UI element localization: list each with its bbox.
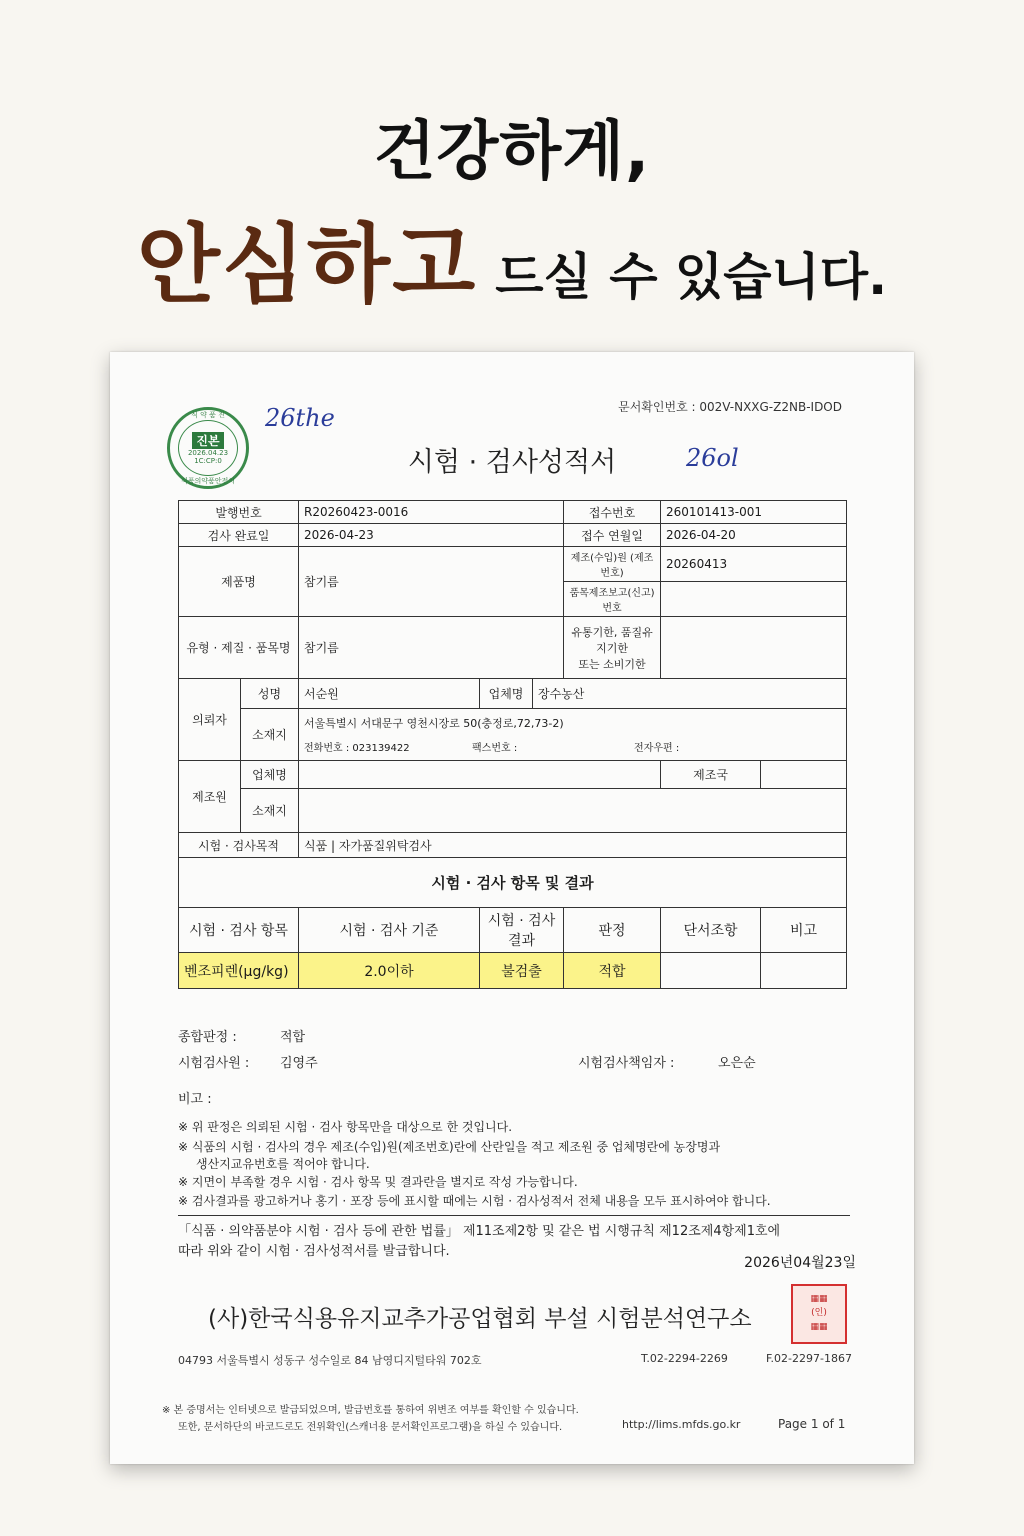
product-name: 참기름 [299,547,564,617]
expiry-label-line1: 유통기한, 품질유지기한 [571,625,653,655]
results-header-item: 시험 · 검사 항목 [179,908,299,953]
note-3: ※ 지면이 부족할 경우 시험 · 검사 항목 및 결과란을 별지로 작성 가능합니다. [178,1175,578,1189]
document-title: 시험 · 검사성적서 [407,447,617,478]
headline-emphasis: 안심하고 [136,215,478,315]
result-proviso [661,953,761,989]
note-2: ※ 식품의 시험 · 검사의 경우 제조(수입)원(제조번호)란에 산란일을 적고 제조원 중 업체명란에 농장명과 [178,1140,721,1154]
issue-no: R20260423-0016 [299,501,564,524]
expiry-label-line2: 또는 소비기한 [578,657,646,671]
inspector-row [178,1052,778,1071]
results-header-remarks: 비고 [761,908,847,953]
results-header-result: 시험 · 검사 결과 [480,908,564,953]
results-header-standard: 시험 · 검사 기준 [299,908,480,953]
name-label: 성명 [241,679,299,709]
results-section-title: 시험 · 검사 항목 및 결과 [179,858,847,908]
verdict-row [178,1026,305,1045]
country-label: 제조국 [661,761,761,789]
certificate-document [110,352,914,1464]
verdict-label: 종합판정 : [178,1030,237,1045]
stamp-badge: 진본 [192,432,223,449]
note-2-cont: 생산지교유번호를 적어야 합니다. [196,1157,370,1171]
stamp-code: 1C:CP:0 [194,456,222,465]
client-label: 의뢰자 [179,679,241,761]
receipt-no-label: 접수번호 [564,501,661,524]
maker-label: 제조원 [179,761,241,833]
footer-note-2: 또한, 문서하단의 바코드로도 전위확인(스캐너용 문서확인프로그램)을 하실 수 있습니다. [178,1422,563,1433]
inspector-name: 김영주 [280,1056,318,1071]
handwriting-note-2: 26ol [686,444,739,472]
official-seal-icon: ▦▦ (인) ▦▦ [791,1284,847,1344]
issuing-organization: (사)한국식용유지교추가공업협회 부설 시험분석연구소 [208,1306,752,1332]
footer-url[interactable]: http://lims.mfds.go.kr [622,1418,741,1431]
manager-label: 시험검사책임자 : [578,1056,675,1071]
receipt-date: 2026-04-20 [661,524,847,547]
type-value: 참기름 [299,617,564,679]
complete-date: 2026-04-23 [299,524,564,547]
divider [178,1215,850,1216]
client-address-cell [299,709,847,761]
result-verdict: 적합 [564,953,661,989]
receipt-no: 260101413-001 [661,501,847,524]
expiry-value [661,617,847,679]
receipt-date-label: 접수 연월일 [564,524,661,547]
org-fax: F.02-2297-1867 [766,1352,852,1365]
headline-rest: 드실 수 있습니다. [495,248,888,306]
certificate-table [178,500,847,989]
verdict-value: 적합 [280,1030,306,1045]
client-address: 서울특별시 서대문구 영천시장로 50(충정로,72,73-2) [304,717,564,730]
result-item: 벤조피렌(μg/kg) [179,953,299,989]
report-no-label: 품목제조보고(신고)번호 [564,582,661,617]
results-header-proviso: 단서조항 [661,908,761,953]
mfg-no: 20260413 [661,547,847,582]
client-name: 서순원 [299,679,480,709]
issue-no-label: 발행번호 [179,501,299,524]
results-header-verdict: 판정 [564,908,661,953]
inspector-label: 시험검사원 : [178,1056,250,1071]
headline-line2 [0,195,1024,319]
legal-statement-line2: 따라 위와 같이 시험 · 검사성적서를 발급합니다. [178,1244,450,1259]
headline-line1: 건강하게, [373,115,651,189]
stamp-bottom-text: 식품의약품안전처 [180,477,236,485]
mfg-no-label: 제조(수입)원 (제조번호) [564,547,661,582]
product-label: 제품명 [179,547,299,617]
remarks-label: 비고 : [178,1092,212,1107]
result-standard: 2.0이하 [299,953,480,989]
legal-statement-line1: 「식품 · 의약품분야 시험 · 검사 등에 관한 법률」 제11조제2항 및 같은 법 시행규칙 제12조제4항제1호에 [178,1224,781,1239]
note-1: ※ 위 판정은 의뢰된 시험 · 검사 항목만을 대상으로 한 것입니다. [178,1120,513,1134]
result-value: 불검출 [480,953,564,989]
report-no [661,582,847,617]
stamp-top-text: 식 약 품 진 [191,411,225,419]
org-tel: T.02-2294-2269 [641,1352,728,1365]
client-email: 전자우편 : [634,743,680,754]
handwriting-note-1: 26the [265,404,335,432]
company-label: 업체명 [480,679,533,709]
note-4: ※ 검사결과를 광고하거나 홍기 · 포장 등에 표시할 때에는 시험 · 검사성적서 전체 내용을 모두 표시하여야 합니다. [178,1194,771,1208]
type-label: 유형 · 제질 · 품목명 [179,617,299,679]
maker-address-label: 소재지 [241,789,299,833]
seal-text: (인) [811,1308,827,1318]
footer-note-1: ※ 본 증명서는 인터넷으로 발급되었으며, 발급번호를 통하여 위변조 여부를 확인할 수 있습니다. [162,1405,579,1416]
maker-company-label: 업체명 [241,761,299,789]
page-number: Page 1 of 1 [778,1417,846,1431]
client-company: 장수농산 [533,679,847,709]
purpose-value: 식품 | 자가품질위탁검사 [299,833,847,858]
address-label: 소재지 [241,709,299,761]
org-address: 04793 서울특별시 성동구 성수일로 84 남영디지털타워 702호 [178,1354,482,1367]
country-value [761,761,847,789]
client-fax: 팩스번호 : [472,743,518,754]
manager-name: 오은순 [718,1056,756,1071]
purpose-label: 시험 · 검사목적 [179,833,299,858]
complete-date-label: 검사 완료일 [179,524,299,547]
document-id: 문서확인번호 : 002V-NXXG-Z2NB-IDOD [618,400,842,414]
issue-date: 2026년04월23일 [744,1255,856,1271]
client-phone: 전화번호 : 023139422 [304,743,410,754]
result-remarks [761,953,847,989]
expiry-label [564,617,661,679]
maker-address [299,789,847,833]
maker-company [299,761,661,789]
stamp-date: 2026.04.23 [187,448,229,457]
